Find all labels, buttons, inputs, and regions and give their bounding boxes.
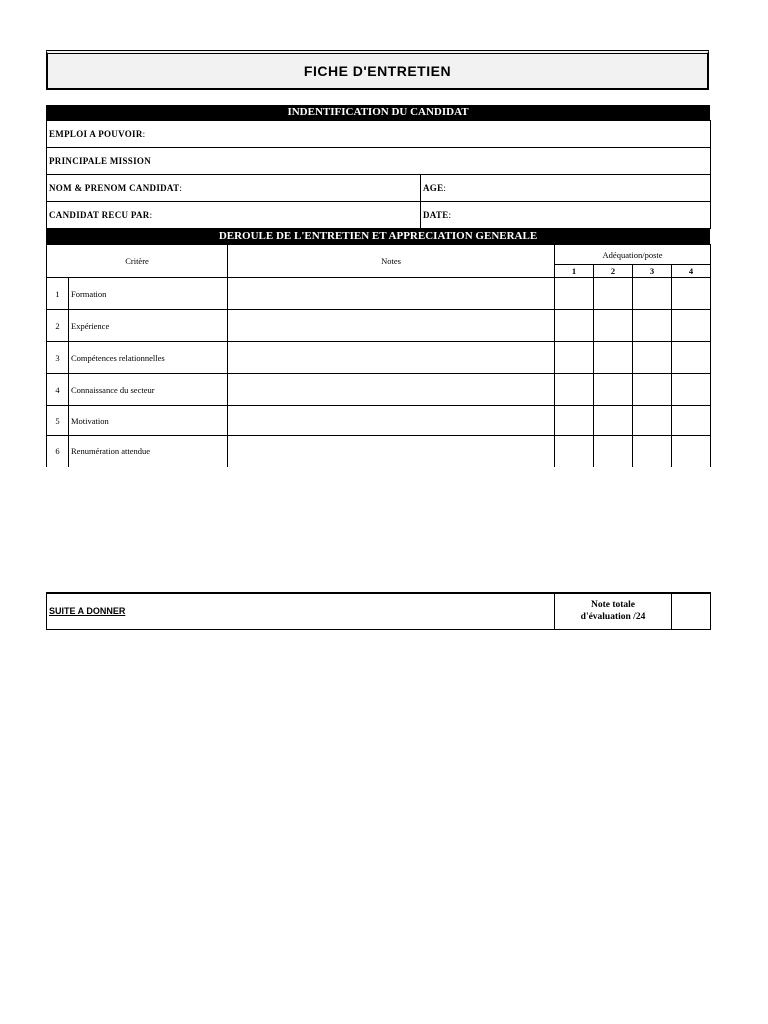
criteria-row [47,310,711,342]
score-cell-1[interactable] [555,310,594,342]
criteria-row [47,342,711,374]
notes-header: Notes [228,245,555,278]
criteria-row [47,374,711,406]
score-cell-2[interactable] [594,278,633,310]
note-totale-line2: d'évaluation /24 [580,612,646,623]
score-cell-2[interactable] [594,436,633,467]
colon: : [149,210,153,220]
scale-3: 3 [633,265,672,278]
notes-cell[interactable] [228,374,555,406]
mission-field[interactable] [47,148,711,175]
criteria-label: Expérience [69,310,228,342]
criteria-table [46,244,711,467]
criteria-row [47,436,711,467]
adequation-header: Adéquation/poste [555,245,711,265]
emploi-label: EMPLOI A POUVOIR [49,129,143,139]
scale-1: 1 [555,265,594,278]
score-cell-3[interactable] [633,406,672,436]
recu-field[interactable] [47,202,421,229]
criteria-label: Renumération attendue [69,436,228,467]
section-identification-header: INDENTIFICATION DU CANDIDAT [46,105,710,120]
date-field[interactable] [421,202,711,229]
score-cell-3[interactable] [633,310,672,342]
criteria-number: 2 [47,310,69,342]
criteria-row [47,278,711,310]
note-totale-value[interactable] [672,593,711,629]
score-cell-1[interactable] [555,374,594,406]
nom-label: NOM & PRENOM CANDIDAT [49,183,180,193]
criteria-number: 5 [47,406,69,436]
criteria-number: 6 [47,436,69,467]
score-cell-1[interactable] [555,406,594,436]
nom-age-row [47,175,711,202]
age-label: AGE [423,183,444,193]
note-totale-cell [555,593,672,629]
document-title: FICHE D'ENTRETIEN [46,50,709,90]
criteria-header-row [47,245,711,265]
score-cell-2[interactable] [594,310,633,342]
criteria-number: 3 [47,342,69,374]
score-cell-1[interactable] [555,278,594,310]
score-cell-3[interactable] [633,374,672,406]
score-cell-4[interactable] [672,342,711,374]
criteria-number: 4 [47,374,69,406]
colon: : [179,183,183,193]
identification-table [46,120,711,229]
score-cell-4[interactable] [672,278,711,310]
notes-cell[interactable] [228,342,555,374]
recu-label: CANDIDAT RECU PAR [49,210,150,220]
section-entretien-header: DEROULE DE L'ENTRETIEN ET APPRECIATION GENERALE [46,229,710,244]
score-cell-3[interactable] [633,436,672,467]
score-cell-2[interactable] [594,342,633,374]
date-label: DATE [423,210,449,220]
suite-cell[interactable] [47,593,555,629]
recu-date-row [47,202,711,229]
suite-table [46,592,711,630]
score-cell-4[interactable] [672,374,711,406]
mission-row [47,148,711,175]
score-cell-3[interactable] [633,278,672,310]
criteria-label: Connaissance du secteur [69,374,228,406]
score-cell-2[interactable] [594,406,633,436]
criteria-row [47,406,711,436]
score-cell-4[interactable] [672,436,711,467]
scale-4: 4 [672,265,711,278]
emploi-row [47,121,711,148]
scale-2: 2 [594,265,633,278]
criteria-number: 1 [47,278,69,310]
notes-cell[interactable] [228,406,555,436]
mission-label: PRINCIPALE MISSION [49,156,151,166]
notes-cell[interactable] [228,278,555,310]
colon: : [448,210,452,220]
nom-field[interactable] [47,175,421,202]
suite-row [47,593,711,629]
suite-label: SUITE A DONNER [49,606,126,617]
score-cell-4[interactable] [672,406,711,436]
emploi-field[interactable] [47,121,711,148]
notes-cell[interactable] [228,436,555,467]
score-cell-3[interactable] [633,342,672,374]
score-cell-1[interactable] [555,342,594,374]
score-cell-4[interactable] [672,310,711,342]
notes-cell[interactable] [228,310,555,342]
criteria-label: Motivation [69,406,228,436]
critere-header: Critère [47,245,228,278]
colon: : [443,183,447,193]
criteria-label: Compétences relationnelles [69,342,228,374]
colon: : [142,129,146,139]
criteria-label: Formation [69,278,228,310]
score-cell-1[interactable] [555,436,594,467]
age-field[interactable] [421,175,711,202]
note-totale-line1: Note totale [590,600,636,611]
score-cell-2[interactable] [594,374,633,406]
